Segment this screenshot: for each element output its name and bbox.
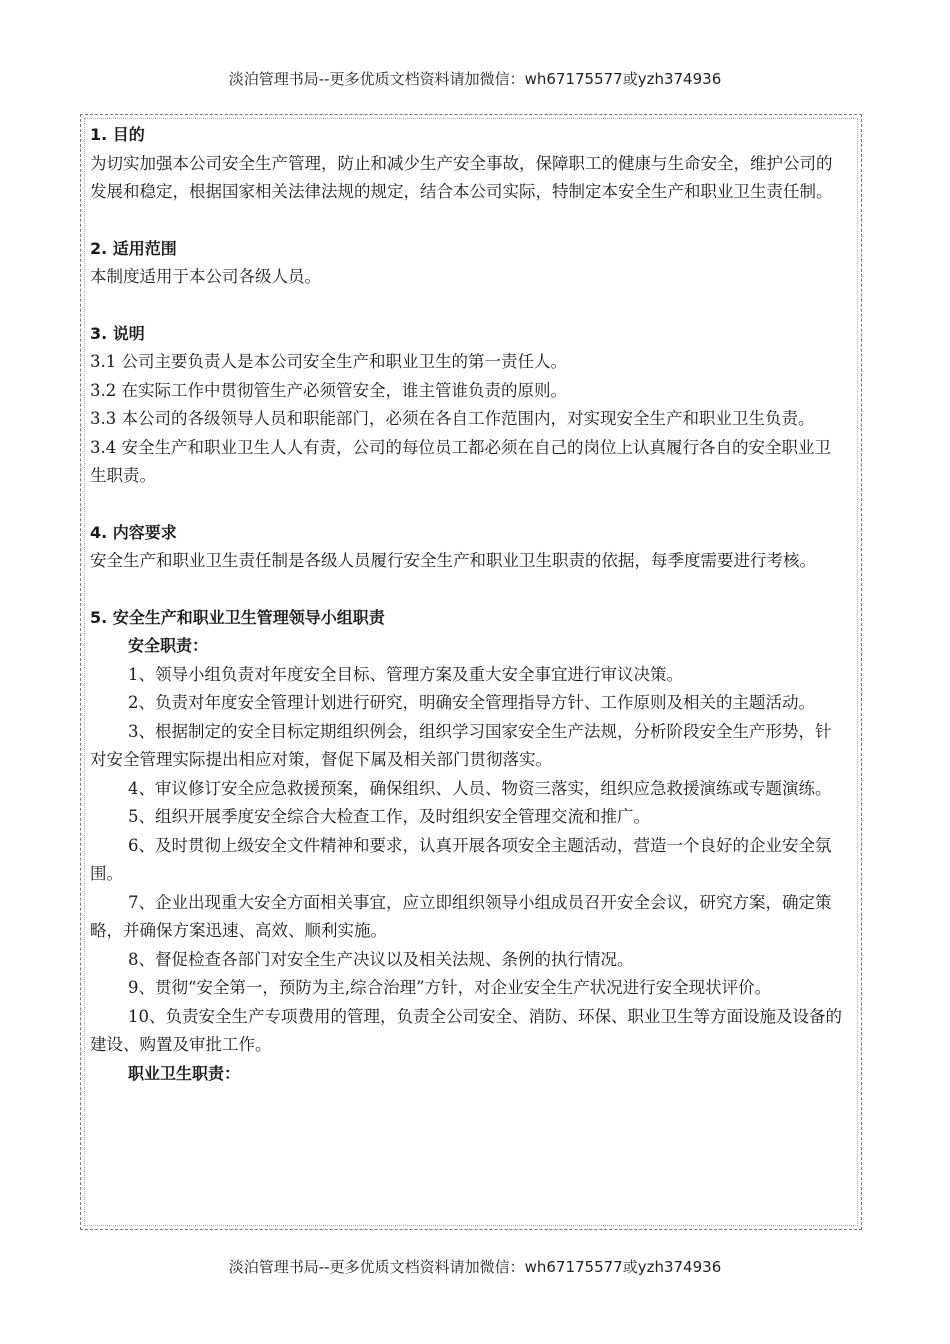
health-duties-heading: 职业卫生职责： <box>128 1063 241 1083</box>
section-3-item: 3.2 在实际工作中贯彻管生产必须管安全，谁主管谁负责的原则。 <box>90 380 567 400</box>
section-3-item: 3.4 安全生产和职业卫生人人有责，公司的每位员工都必须在自己的岗位上认真履行各自的安全职业卫生职责。 <box>90 437 831 485</box>
duty-item: 5、组织开展季度安全综合大检查工作，及时组织安全管理交流和推广。 <box>128 807 650 826</box>
page-footer: 淡泊管理书局--更多优质文档资料请加微信：wh67175577或yzh374936 <box>228 1258 722 1276</box>
duty-item: 8、督促检查各部门对安全生产决议以及相关法规、条例的执行情况。 <box>128 949 634 969</box>
duty-item: 1、领导小组负责对年度安全目标、管理方案及重大安全事宜进行审议决策。 <box>128 664 683 684</box>
document-body <box>80 114 862 1230</box>
section-4-title: 4. 内容要求 <box>90 522 177 542</box>
duty-item: 9、贯彻“安全第一，预防为主,综合治理”方针，对企业安全生产状况进行安全现状评价。 <box>128 978 772 997</box>
section-3-item: 3.3 本公司的各级领导人员和职能部门，必须在各自工作范围内，对实现安全生产和职业卫生负责。 <box>90 409 815 428</box>
section-2-title: 2. 适用范围 <box>90 238 177 258</box>
section-2-body: 本制度适用于本公司各级人员。 <box>90 267 321 286</box>
page-header: 淡泊管理书局--更多优质文档资料请加微信：wh67175577或yzh374936 <box>228 70 722 88</box>
section-3-item: 3.1 公司主要负责人是本公司安全生产和职业卫生的第一责任人。 <box>90 352 567 371</box>
duty-item: 10、负责安全生产专项费用的管理，负责全公司安全、消防、环保、职业卫生等方面设施及设备的建设、购置及审批工作。 <box>90 1006 842 1054</box>
section-5-title: 5. 安全生产和职业卫生管理领导小组职责 <box>90 607 385 627</box>
duty-item: 4、审议修订安全应急救援预案，确保组织、人员、物资三落实，组织应急救援演练或专题演练。 <box>128 778 832 798</box>
duty-item: 2、负责对年度安全管理计划进行研究，明确安全管理指导方针、工作原则及相关的主题活动。 <box>128 693 815 712</box>
safety-duties-heading: 安全职责： <box>128 636 209 655</box>
duty-item: 7、企业出现重大安全方面相关事宜，应立即组织领导小组成员召开安全会议，研究方案，确定策略，并确保方案迅速、高效、顺利实施。 <box>90 892 832 940</box>
duty-item: 6、及时贯彻上级安全文件精神和要求，认真开展各项安全主题活动，营造一个良好的企业安全氛围。 <box>90 835 832 883</box>
section-1-body: 为切实加强本公司安全生产管理，防止和减少生产安全事故，保障职工的健康与生命安全，维护公司的发展和稳定，根据国家相关法律法规的规定，结合本公司实际，特制定本安全生产和职业卫生责任制。 <box>90 153 833 201</box>
section-1-title: 1. 目的 <box>90 125 145 144</box>
duty-item: 3、根据制定的安全目标定期组织例会，组织学习国家安全生产法规，分析阶段安全生产形势，针对安全管理实际提出相应对策，督促下属及相关部门贯彻落实。 <box>90 721 832 769</box>
section-4-body: 安全生产和职业卫生责任制是各级人员履行安全生产和职业卫生职责的依据，每季度需要进行考核。 <box>90 551 816 570</box>
section-3-title: 3. 说明 <box>90 323 145 343</box>
